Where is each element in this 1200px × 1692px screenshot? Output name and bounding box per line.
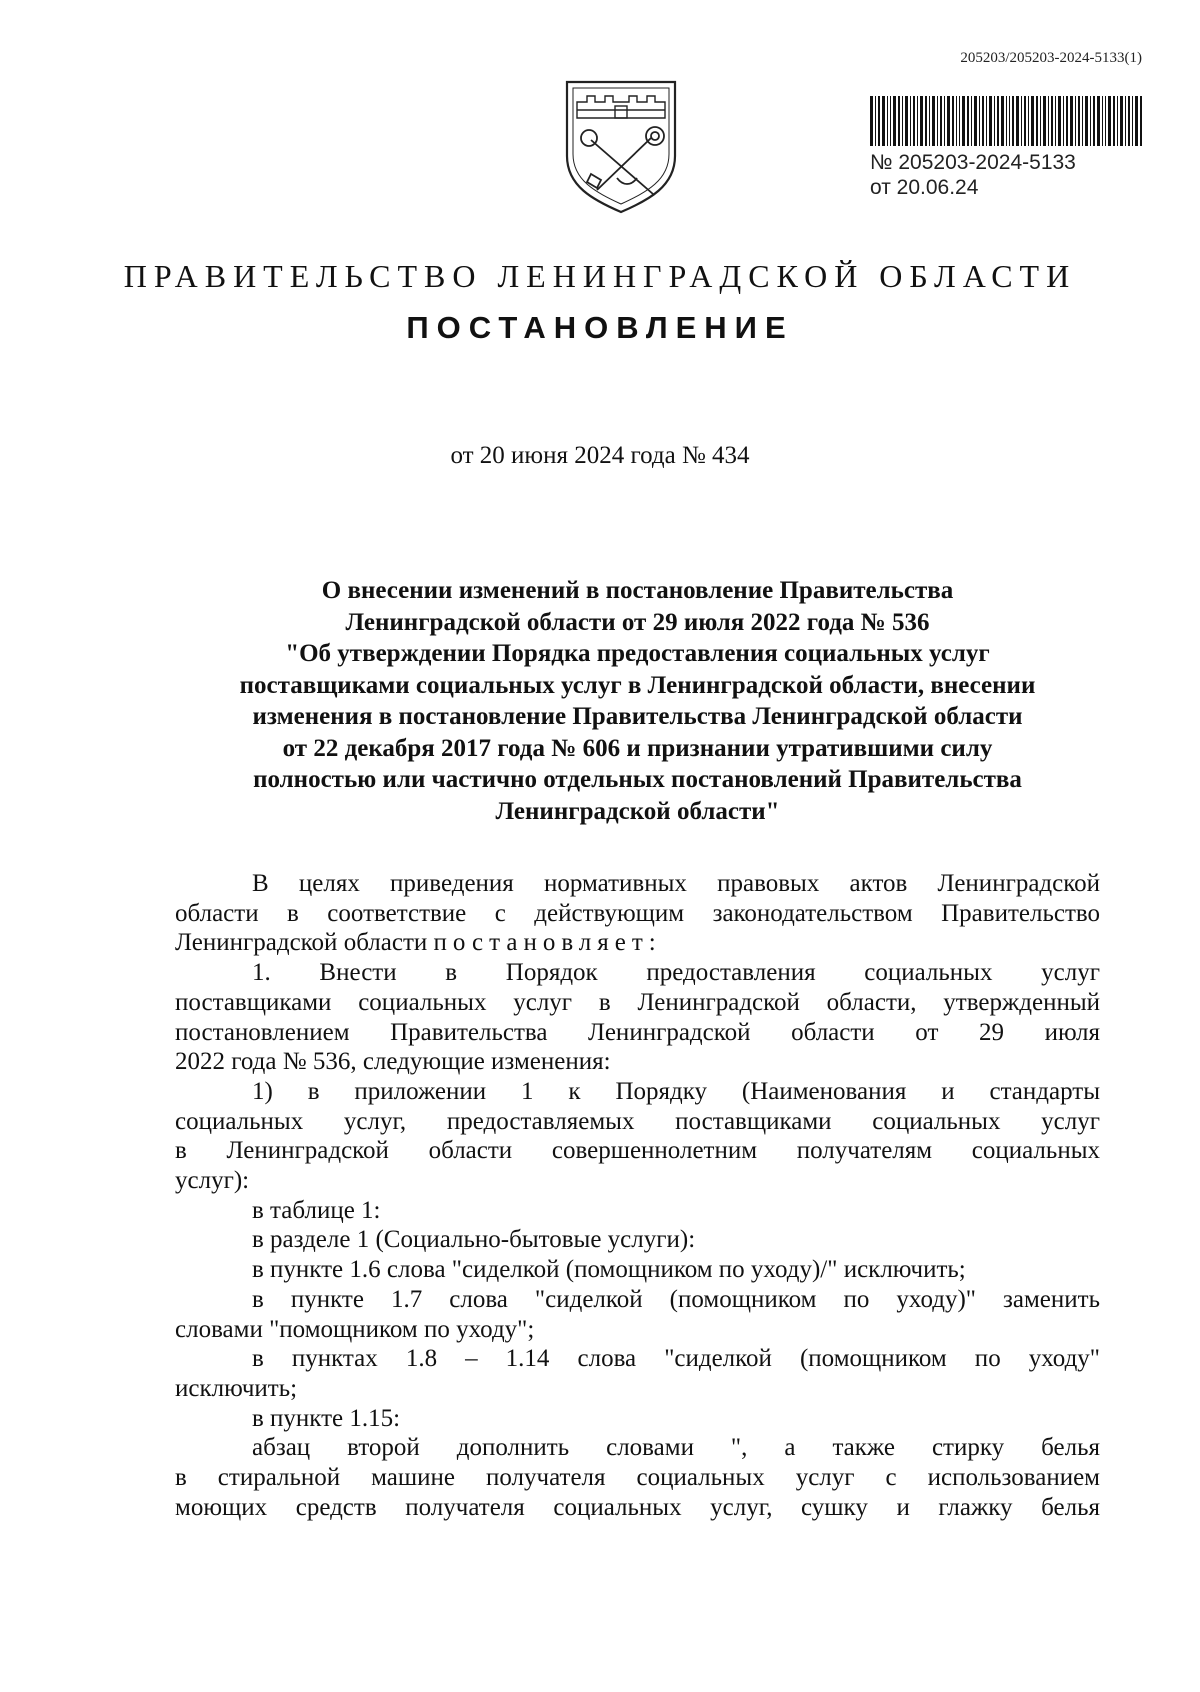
paragraph-1-line: 2022 года № 536, следующие изменения: xyxy=(175,1048,611,1076)
coat-of-arms-icon xyxy=(557,78,685,214)
subject-line: Ленинградской области" xyxy=(495,797,780,825)
preamble-line: области в соответствие с действующим законодательством Правительство xyxy=(175,899,1100,927)
preamble-line xyxy=(175,928,1100,958)
subparagraph-1-line: услуг): xyxy=(175,1167,250,1195)
subject-line: изменения в постановление Правительства Ленинградской области xyxy=(252,703,1023,730)
subparagraph-1-line: в Ленинградской области совершеннолетним получателям социальных xyxy=(175,1137,1100,1165)
preamble-text: Ленинградской области xyxy=(175,929,428,957)
items-1-8-1-14-change: в пунктах 1.8 – 1.14 слова "сиделкой (помощником по уходу" xyxy=(252,1345,1100,1373)
subject-line: поставщиками социальных услуг в Ленинградской области, внесении xyxy=(239,671,1036,699)
act-subject xyxy=(175,575,1100,827)
item-1-15-heading: в пункте 1.15: xyxy=(252,1404,401,1432)
registration-stamp xyxy=(870,96,1142,200)
preamble-line: В целях приведения нормативных правовых актов Ленинградской xyxy=(252,870,1100,897)
item-1-15-change: в стиральной машине получателя социальных услуг с использованием xyxy=(175,1464,1100,1492)
item-1-15-change: моющих средств получателя социальных услуг, сушку и глажку белья xyxy=(175,1493,1100,1521)
subject-line: полностью или частично отдельных постановлений Правительства xyxy=(253,766,1022,793)
act-date-number: от 20 июня 2024 года № 434 xyxy=(450,442,750,469)
item-1-15-change: абзац второй дополнить словами ", а также стирку белья xyxy=(252,1434,1100,1462)
subject-line: Ленинградской области от 29 июля 2022 года № 536 xyxy=(345,608,930,636)
items-1-8-1-14-change: исключить; xyxy=(175,1374,298,1402)
document-body xyxy=(175,869,1100,1522)
registration-number: № 205203-2024-5133 xyxy=(870,151,1076,174)
paragraph-1-line: постановлением Правительства Ленинградской области от 29 июля xyxy=(175,1018,1100,1046)
item-1-7-change: словами "помощником по уходу"; xyxy=(175,1315,535,1343)
government-title: ПРАВИТЕЛЬСТВО ЛЕНИНГРАДСКОЙ ОБЛАСТИ xyxy=(123,258,1077,294)
item-1-6-change: в пункте 1.6 слова "сиделкой (помощником по уходу)/" исключить; xyxy=(252,1256,966,1284)
registration-date: от 20.06.24 xyxy=(870,176,979,199)
table-reference: в таблице 1: xyxy=(252,1196,381,1224)
subparagraph-1-line: 1) в приложении 1 к Порядку (Наименования и стандарты xyxy=(252,1077,1100,1105)
item-1-7-change: в пункте 1.7 слова "сиделкой (помощником по уходу)" заменить xyxy=(252,1285,1100,1313)
paragraph-1-line: 1. Внести в Порядок предоставления социальных услуг xyxy=(252,959,1100,987)
paragraph-1-line: поставщиками социальных услуг в Ленинградской области, утвержденный xyxy=(175,988,1100,1016)
section-reference: в разделе 1 (Социально-бытовые услуги): xyxy=(252,1226,696,1254)
subject-line: от 22 декабря 2017 года № 606 и признании утратившими силу xyxy=(282,734,993,762)
subject-line: "Об утверждении Порядка предоставления социальных услуг xyxy=(285,640,990,667)
subject-line: О внесении изменений в постановление Правительства xyxy=(321,577,954,604)
act-type-title: ПОСТАНОВЛЕНИЕ xyxy=(406,310,794,345)
subparagraph-1-line: социальных услуг, предоставляемых поставщиками социальных услуг xyxy=(175,1107,1100,1135)
document-reference: 205203/205203-2024-5133(1) xyxy=(960,50,1142,66)
barcode-icon xyxy=(870,96,1142,146)
resolves-word: постановляет: xyxy=(433,929,662,957)
